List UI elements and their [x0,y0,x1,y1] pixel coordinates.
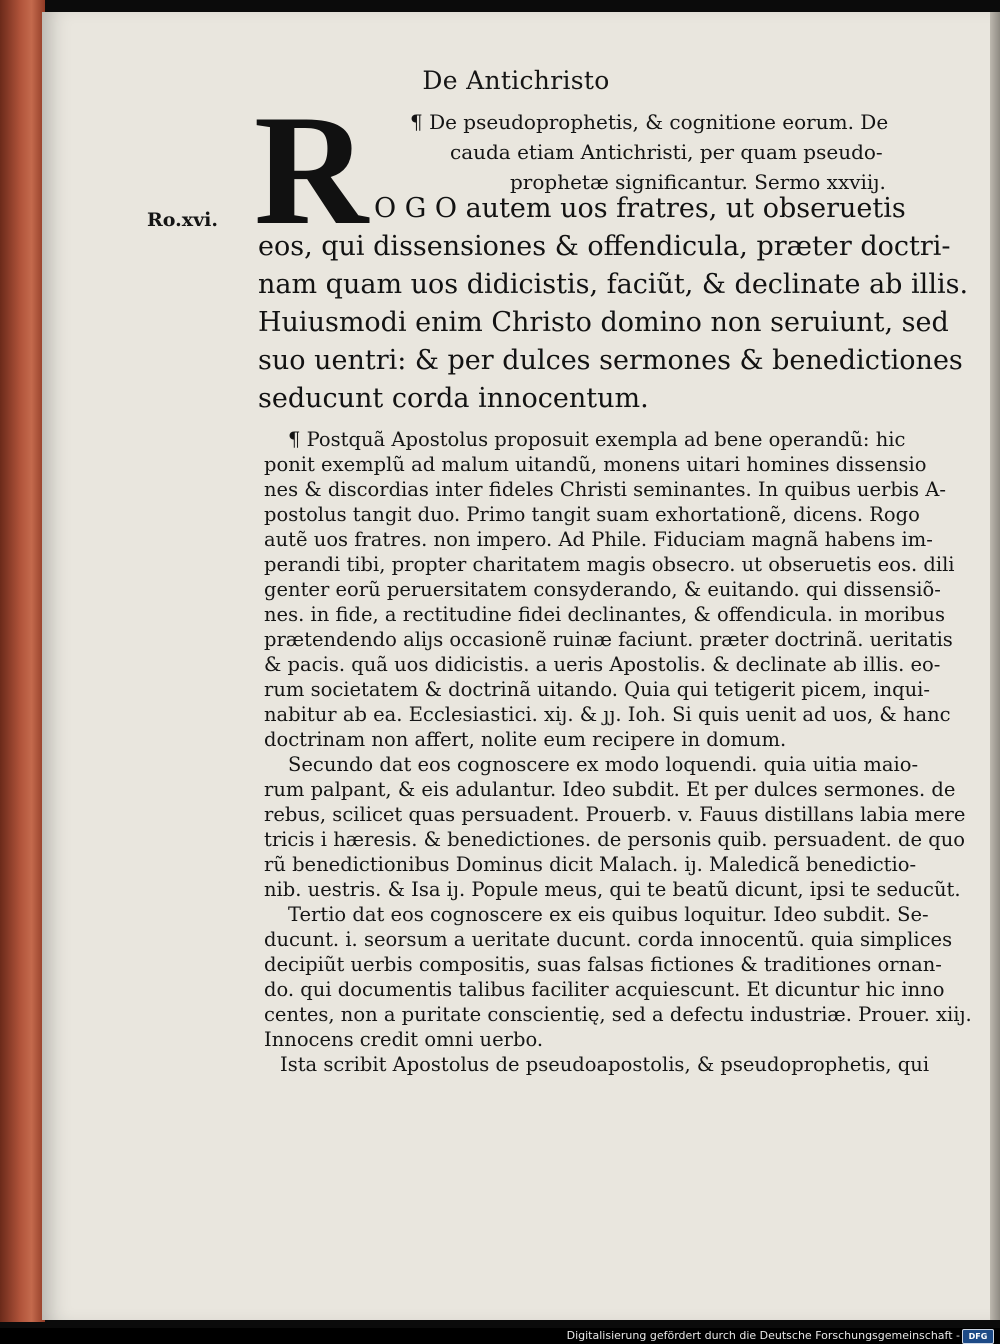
commentary-line: rum societatem & doctrinã uitando. Quia qui tetigerit picem, inqui- [264,678,930,701]
lead-line: O G O autem uos fratres, ut obseruetis [374,193,906,224]
book-page [42,12,990,1320]
commentary-line: rũ benedictionibus Dominus dicit Malach. iȷ. Maledicã benedictio- [264,853,917,876]
commentary-line: perandi tibi, propter charitatem magis obsecro. ut obseruetis eos. dili [264,553,955,576]
commentary-line: decipiũt uerbis compositis, suas falsas fictiones & traditiones ornan- [264,953,942,976]
commentary-line: nib. uestris. & Isa iȷ. Popule meus, qui te beatũ dicunt, ipsi te seducũt. [264,878,961,901]
commentary-line: centes, non a puritate conscientię, sed a defectu industriæ. Prouer. xiiȷ. [264,1003,972,1026]
commentary-line: Innocens credit omni uerbo. [264,1028,544,1051]
sermon-heading [410,107,950,197]
commentary-line: doctrinam non affert, nolite eum recipere in domum. [264,728,787,751]
commentary-line: ¶ Postquã Apostolus proposuit exempla ad bene operandũ: hic [288,428,906,451]
commentary-line: rebus, scilicet quas persuadent. Prouerb. v. Fauus distillans labia mere [264,803,966,826]
lead-line: nam quam uos didicistis, faciũt, & declinate ab illis. [258,269,969,300]
lead-line: suo uentri: & per dulces sermones & benedictiones [258,345,963,376]
lead-line: eos, qui dissensiones & offendicula, præter doctri- [258,231,951,262]
commentary-line: Secundo dat eos cognoscere ex modo loquendi. quia uitia maio- [288,753,919,776]
commentary-line: autẽ uos fratres. non impero. Ad Phile. Fiduciam magnã habens im- [264,528,933,551]
drop-cap: R [254,83,369,258]
sermon-heading-line: cauda etiam Antichristi, per quam pseudo- [450,140,883,164]
lead-line: Huiusmodi enim Christo domino non seruiunt, sed [258,307,949,338]
commentary-line: ponit exemplũ ad malum uitandũ, monens uitari homines dissensio [264,453,927,476]
lead-line: seducunt corda innocentum. [258,383,649,414]
commentary-line: Ista scribit Apostolus de pseudoapostolis, & pseudoprophetis, qui [280,1053,930,1076]
book-edge [0,0,45,1322]
commentary-line: do. qui documentis talibus faciliter acquiescunt. Et dicuntur hic inno [264,978,945,1001]
running-head: De Antichristo [422,66,610,95]
commentary-line: nes & discordias inter fideles Christi seminantes. In quibus uerbis A- [264,478,946,501]
commentary-line: ducunt. i. seorsum a ueritate ducunt. corda innocentũ. quia simplices [264,928,953,951]
commentary-line: genter eorũ peruersitatem consyderando, & euitando. qui dissensiõ- [264,578,941,601]
commentary-line: & pacis. quã uos didicistis. a ueris Apostolis. & declinate ab illis. eo- [264,653,941,676]
dfg-logo: DFG [962,1329,994,1344]
commentary-line: Tertio dat eos cognoscere ex eis quibus loquitur. Ideo subdit. Se- [288,903,929,926]
commentary-line: tricis i hæresis. & benedictiones. de personis quib. persuadent. de quo [264,828,966,851]
commentary-line: rum palpant, & eis adulantur. Ideo subdit. Et per dulces sermones. de [264,778,956,801]
commentary-line: prætendendo aliȷs occasionẽ ruinæ faciunt. præter doctrinã. ueritatis [264,628,953,651]
sermon-heading-line: ¶ De pseudoprophetis, & cognitione eorum. De [410,110,889,134]
commentary-line: nes. in fide, a rectitudine fidei declinantes, & offendicula. in moribus [264,603,945,626]
sermon-heading-line: prophetæ significantur. Sermo xxviiȷ. [510,170,886,194]
footer-credit: Digitalisierung gefördert durch die Deutsche Forschungsgemeinschaft - [566,1329,960,1342]
commentary-line: nabitur ab ea. Ecclesiastici. xiȷ. & ȷȷ. Ioh. Si quis uenit ad uos, & hanc [264,703,951,726]
commentary-line: postolus tangit duo. Primo tangit suam exhortationẽ, dicens. Rogo [264,503,920,526]
margin-note: Ro.xvi. [147,209,218,231]
